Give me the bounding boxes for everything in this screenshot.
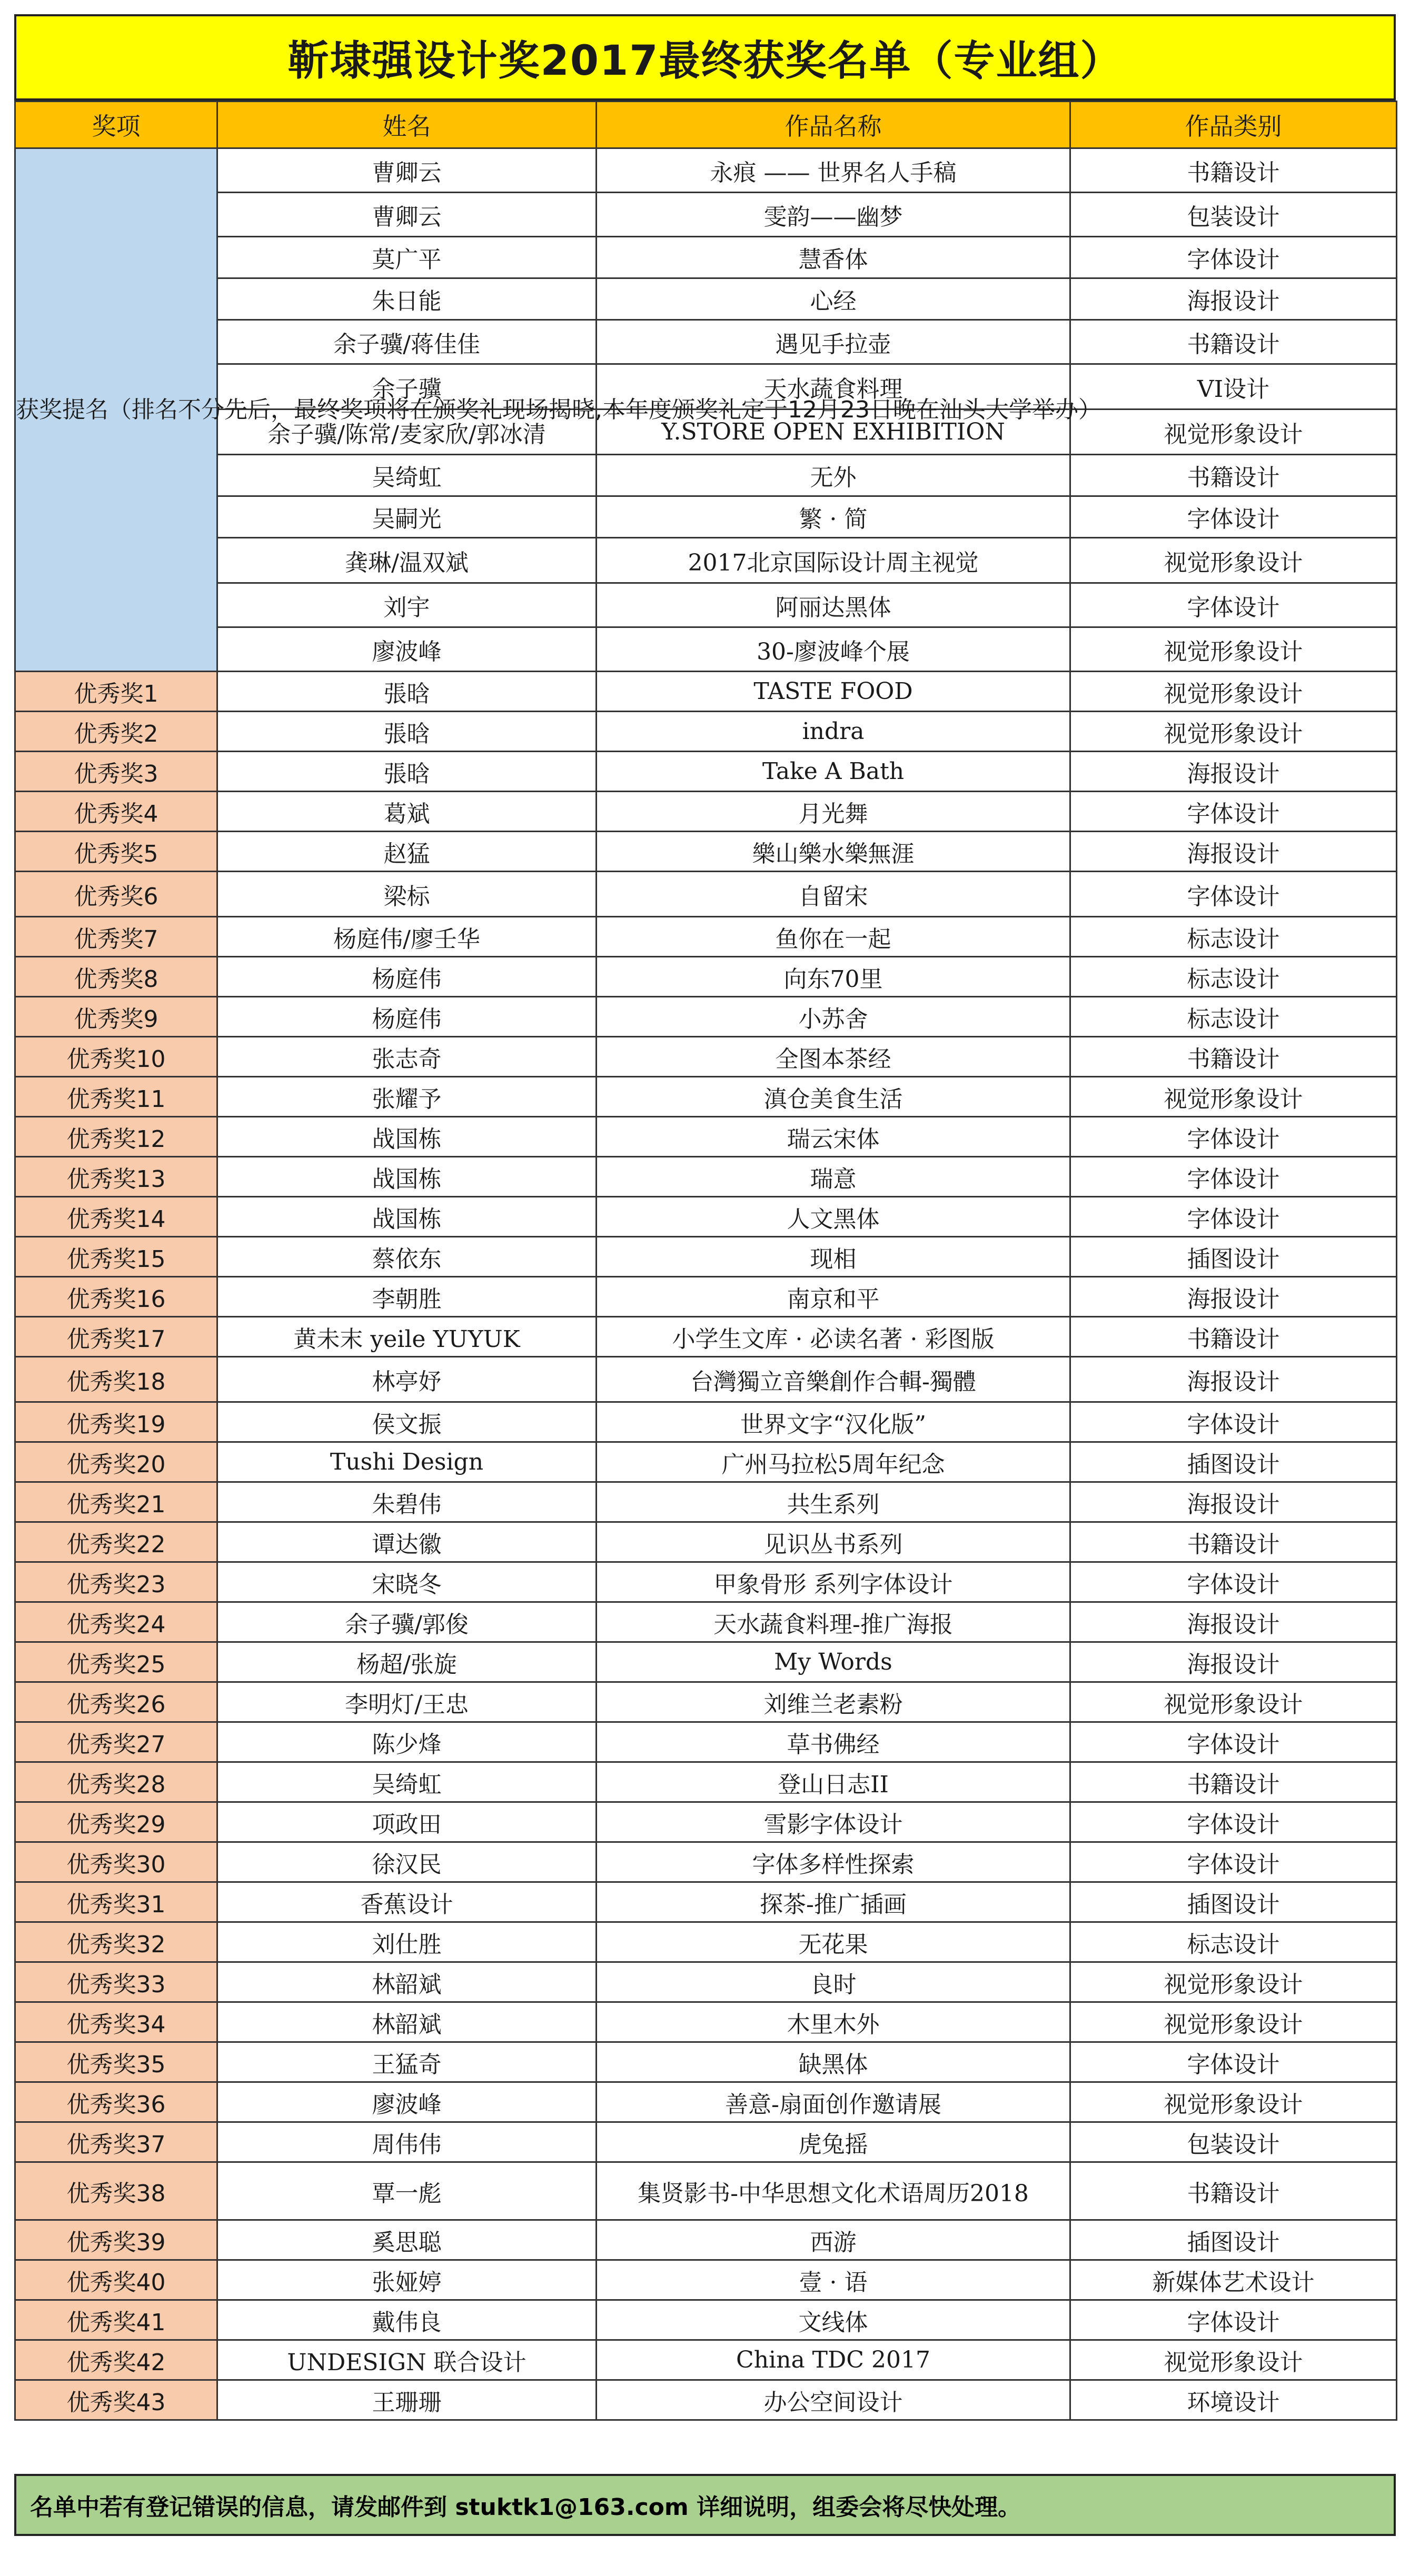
designer-name: 吴绮虹 bbox=[217, 1762, 597, 1802]
designer-name: 王猛奇 bbox=[217, 2042, 597, 2082]
work-title: 虎兔摇 bbox=[597, 2122, 1070, 2162]
work-category: 书籍设计 bbox=[1070, 1317, 1397, 1357]
table-row bbox=[15, 1962, 1397, 2002]
work-category: 字体设计 bbox=[1070, 496, 1397, 538]
designer-name: 張晗 bbox=[217, 712, 597, 752]
work-category: 字体设计 bbox=[1070, 1842, 1397, 1882]
designer-name: 曹卿云 bbox=[217, 148, 597, 193]
table-row bbox=[15, 1762, 1397, 1802]
work-category: 书籍设计 bbox=[1070, 455, 1397, 496]
table-row bbox=[15, 1277, 1397, 1317]
award-label: 优秀奖13 bbox=[15, 1157, 217, 1197]
designer-name: 張晗 bbox=[217, 672, 597, 712]
work-category: 标志设计 bbox=[1070, 917, 1397, 957]
table-row bbox=[15, 1922, 1397, 1962]
work-title: 阿丽达黑体 bbox=[597, 583, 1070, 627]
work-title: 办公空间设计 bbox=[597, 2380, 1070, 2420]
designer-name: 朱碧伟 bbox=[217, 1482, 597, 1522]
work-title: 人文黑体 bbox=[597, 1197, 1070, 1237]
work-category: 插图设计 bbox=[1070, 1882, 1397, 1922]
work-category: 书籍设计 bbox=[1070, 1037, 1397, 1077]
award-label: 优秀奖4 bbox=[15, 792, 217, 832]
table-row bbox=[15, 2002, 1397, 2042]
work-category: 海报设计 bbox=[1070, 1277, 1397, 1317]
award-label: 优秀奖31 bbox=[15, 1882, 217, 1922]
designer-name: 侯文振 bbox=[217, 1402, 597, 1442]
work-category: 海报设计 bbox=[1070, 278, 1397, 320]
work-title: 无外 bbox=[597, 455, 1070, 496]
work-category: 海报设计 bbox=[1070, 1642, 1397, 1682]
work-title: My Words bbox=[597, 1642, 1070, 1682]
award-label: 优秀奖7 bbox=[15, 917, 217, 957]
table-row bbox=[15, 1037, 1397, 1077]
designer-name: 战国栋 bbox=[217, 1117, 597, 1157]
award-table bbox=[14, 101, 1397, 2421]
award-label: 优秀奖6 bbox=[15, 872, 217, 917]
work-title: 樂山樂水樂無涯 bbox=[597, 832, 1070, 872]
work-title: 南京和平 bbox=[597, 1277, 1070, 1317]
work-category: 包装设计 bbox=[1070, 193, 1397, 237]
designer-name: 曹卿云 bbox=[217, 193, 597, 237]
work-category: 书籍设计 bbox=[1070, 1762, 1397, 1802]
work-title: 木里木外 bbox=[597, 2002, 1070, 2042]
designer-name: 杨庭伟 bbox=[217, 957, 597, 997]
work-title: 天水蔬食料理 bbox=[597, 364, 1070, 410]
work-title: Take A Bath bbox=[597, 752, 1070, 792]
designer-name: 宋晓冬 bbox=[217, 1562, 597, 1602]
award-label: 优秀奖18 bbox=[15, 1357, 217, 1402]
award-label: 优秀奖30 bbox=[15, 1842, 217, 1882]
table-row bbox=[15, 627, 1397, 672]
work-title: 台灣獨立音樂創作合輯-獨體 bbox=[597, 1357, 1070, 1402]
work-title: 世界文字“汉化版” bbox=[597, 1402, 1070, 1442]
work-category: 字体设计 bbox=[1070, 1117, 1397, 1157]
work-category: VI设计 bbox=[1070, 364, 1397, 410]
header-award: 奖项 bbox=[15, 102, 217, 148]
header-work: 作品名称 bbox=[597, 102, 1070, 148]
designer-name: 项政田 bbox=[217, 1802, 597, 1842]
award-label: 优秀奖19 bbox=[15, 1402, 217, 1442]
award-label: 优秀奖34 bbox=[15, 2002, 217, 2042]
designer-name: 廖波峰 bbox=[217, 2082, 597, 2122]
work-category: 视觉形象设计 bbox=[1070, 1682, 1397, 1722]
work-title: 雪影字体设计 bbox=[597, 1802, 1070, 1842]
designer-name: 刘宇 bbox=[217, 583, 597, 627]
designer-name: 葛斌 bbox=[217, 792, 597, 832]
award-label: 优秀奖42 bbox=[15, 2340, 217, 2380]
work-category: 书籍设计 bbox=[1070, 2162, 1397, 2220]
work-title: 壹 · 语 bbox=[597, 2260, 1070, 2300]
award-label: 优秀奖11 bbox=[15, 1077, 217, 1117]
work-title: 永痕 —— 世界名人手稿 bbox=[597, 148, 1070, 193]
designer-name: 朱日能 bbox=[217, 278, 597, 320]
nominee-label: 获奖提名（排名不分先后，最终奖项将在颁奖礼现场揭晓,本年度颁奖礼定于12月23日晚在汕头大学举办） bbox=[15, 148, 217, 672]
work-category: 标志设计 bbox=[1070, 957, 1397, 997]
work-title: 2017北京国际设计周主视觉 bbox=[597, 538, 1070, 583]
table-row bbox=[15, 1522, 1397, 1562]
designer-name: 林亭妤 bbox=[217, 1357, 597, 1402]
designer-name: 赵猛 bbox=[217, 832, 597, 872]
designer-name: 余子骥/蒋佳佳 bbox=[217, 320, 597, 364]
work-title: 慧香体 bbox=[597, 237, 1070, 278]
table-row bbox=[15, 792, 1397, 832]
work-title: China TDC 2017 bbox=[597, 2340, 1070, 2380]
table-row bbox=[15, 148, 1397, 193]
award-label: 优秀奖10 bbox=[15, 1037, 217, 1077]
work-category: 字体设计 bbox=[1070, 1157, 1397, 1197]
work-category: 字体设计 bbox=[1070, 2042, 1397, 2082]
designer-name: 吴嗣光 bbox=[217, 496, 597, 538]
work-category: 海报设计 bbox=[1070, 1482, 1397, 1522]
award-label: 优秀奖24 bbox=[15, 1602, 217, 1642]
designer-name: 刘仕胜 bbox=[217, 1922, 597, 1962]
work-category: 字体设计 bbox=[1070, 237, 1397, 278]
work-category: 视觉形象设计 bbox=[1070, 410, 1397, 455]
award-label: 优秀奖1 bbox=[15, 672, 217, 712]
table-row bbox=[15, 1117, 1397, 1157]
award-label: 优秀奖38 bbox=[15, 2162, 217, 2220]
designer-name: 陈少烽 bbox=[217, 1722, 597, 1762]
work-title: 鱼你在一起 bbox=[597, 917, 1070, 957]
work-title: 雯韵——幽梦 bbox=[597, 193, 1070, 237]
header-name: 姓名 bbox=[217, 102, 597, 148]
award-label: 优秀奖32 bbox=[15, 1922, 217, 1962]
table-row bbox=[15, 1357, 1397, 1402]
designer-name: 張晗 bbox=[217, 752, 597, 792]
work-title: 缺黑体 bbox=[597, 2042, 1070, 2082]
award-label: 优秀奖23 bbox=[15, 1562, 217, 1602]
work-title: 小苏舍 bbox=[597, 997, 1070, 1037]
designer-name: 蔡依东 bbox=[217, 1237, 597, 1277]
work-category: 字体设计 bbox=[1070, 792, 1397, 832]
table-body bbox=[15, 148, 1397, 2420]
designer-name: 奚思聪 bbox=[217, 2220, 597, 2260]
award-label: 优秀奖40 bbox=[15, 2260, 217, 2300]
work-title: TASTE FOOD bbox=[597, 672, 1070, 712]
designer-name: Tushi Design bbox=[217, 1442, 597, 1482]
table-row bbox=[15, 237, 1397, 278]
table-row bbox=[15, 583, 1397, 627]
footer-note: 名单中若有登记错误的信息，请发邮件到 stuktk1@163.com 详细说明，组委会将尽快处理。 bbox=[14, 2474, 1396, 2536]
table-row bbox=[15, 496, 1397, 538]
designer-name: 覃一彪 bbox=[217, 2162, 597, 2220]
work-category: 书籍设计 bbox=[1070, 320, 1397, 364]
header-category: 作品类别 bbox=[1070, 102, 1397, 148]
work-category: 海报设计 bbox=[1070, 1602, 1397, 1642]
work-title: 善意-扇面创作邀请展 bbox=[597, 2082, 1070, 2122]
work-title: 小学生文库 · 必读名著 · 彩图版 bbox=[597, 1317, 1070, 1357]
work-category: 视觉形象设计 bbox=[1070, 2082, 1397, 2122]
table-row bbox=[15, 832, 1397, 872]
table-row bbox=[15, 957, 1397, 997]
page-title: 靳埭强设计奖2017最终获奖名单（专业组） bbox=[14, 14, 1396, 101]
work-title: 瑞云宋体 bbox=[597, 1117, 1070, 1157]
designer-name: 徐汉民 bbox=[217, 1842, 597, 1882]
work-category: 书籍设计 bbox=[1070, 148, 1397, 193]
table-row bbox=[15, 872, 1397, 917]
table-row bbox=[15, 1802, 1397, 1842]
table-row bbox=[15, 1602, 1397, 1642]
work-category: 标志设计 bbox=[1070, 1922, 1397, 1962]
award-label: 优秀奖37 bbox=[15, 2122, 217, 2162]
designer-name: 张娅婷 bbox=[217, 2260, 597, 2300]
work-title: indra bbox=[597, 712, 1070, 752]
table-row bbox=[15, 2122, 1397, 2162]
award-label: 优秀奖14 bbox=[15, 1197, 217, 1237]
work-title: 自留宋 bbox=[597, 872, 1070, 917]
award-label: 优秀奖43 bbox=[15, 2380, 217, 2420]
work-title: Y.STORE OPEN EXHIBITION bbox=[597, 410, 1070, 455]
work-title: 字体多样性探索 bbox=[597, 1842, 1070, 1882]
table-header-row bbox=[15, 102, 1397, 148]
work-category: 视觉形象设计 bbox=[1070, 672, 1397, 712]
work-category: 字体设计 bbox=[1070, 1722, 1397, 1762]
work-category: 视觉形象设计 bbox=[1070, 2340, 1397, 2380]
table-row bbox=[15, 320, 1397, 364]
award-label: 优秀奖35 bbox=[15, 2042, 217, 2082]
designer-name: 谭达徽 bbox=[217, 1522, 597, 1562]
table-row bbox=[15, 917, 1397, 957]
designer-name: 周伟伟 bbox=[217, 2122, 597, 2162]
work-title: 集贤影书-中华思想文化术语周历2018 bbox=[597, 2162, 1070, 2220]
award-label: 优秀奖41 bbox=[15, 2300, 217, 2340]
designer-name: 林韶斌 bbox=[217, 2002, 597, 2042]
designer-name: 战国栋 bbox=[217, 1157, 597, 1197]
work-category: 字体设计 bbox=[1070, 1197, 1397, 1237]
award-label: 优秀奖3 bbox=[15, 752, 217, 792]
table-row bbox=[15, 712, 1397, 752]
award-label: 优秀奖16 bbox=[15, 1277, 217, 1317]
table-row bbox=[15, 1077, 1397, 1117]
table-row bbox=[15, 1157, 1397, 1197]
designer-name: 廖波峰 bbox=[217, 627, 597, 672]
award-label: 优秀奖5 bbox=[15, 832, 217, 872]
work-title: 共生系列 bbox=[597, 1482, 1070, 1522]
work-category: 包装设计 bbox=[1070, 2122, 1397, 2162]
award-label: 优秀奖9 bbox=[15, 997, 217, 1037]
table-row bbox=[15, 1482, 1397, 1522]
designer-name: 张志奇 bbox=[217, 1037, 597, 1077]
designer-name: 张耀予 bbox=[217, 1077, 597, 1117]
work-category: 字体设计 bbox=[1070, 872, 1397, 917]
designer-name: UNDESIGN 联合设计 bbox=[217, 2340, 597, 2380]
designer-name: 龚琳/温双斌 bbox=[217, 538, 597, 583]
designer-name: 黄未末 yeile YUYUK bbox=[217, 1317, 597, 1357]
work-title: 遇见手拉壶 bbox=[597, 320, 1070, 364]
award-label: 优秀奖2 bbox=[15, 712, 217, 752]
work-category: 字体设计 bbox=[1070, 1802, 1397, 1842]
designer-name: 余子骥/郭俊 bbox=[217, 1602, 597, 1642]
award-sheet bbox=[14, 14, 1396, 2421]
work-title: 良时 bbox=[597, 1962, 1070, 2002]
table-row bbox=[15, 2260, 1397, 2300]
work-category: 视觉形象设计 bbox=[1070, 712, 1397, 752]
work-title: 心经 bbox=[597, 278, 1070, 320]
table-row bbox=[15, 2220, 1397, 2260]
table-row bbox=[15, 2042, 1397, 2082]
award-label: 优秀奖39 bbox=[15, 2220, 217, 2260]
designer-name: 杨超/张旋 bbox=[217, 1642, 597, 1682]
table-row bbox=[15, 752, 1397, 792]
work-title: 天水蔬食料理-推广海报 bbox=[597, 1602, 1070, 1642]
work-title: 刘维兰老素粉 bbox=[597, 1682, 1070, 1722]
work-category: 插图设计 bbox=[1070, 1442, 1397, 1482]
designer-name: 莫广平 bbox=[217, 237, 597, 278]
table-row bbox=[15, 2380, 1397, 2420]
work-title: 月光舞 bbox=[597, 792, 1070, 832]
designer-name: 香蕉设计 bbox=[217, 1882, 597, 1922]
work-category: 插图设计 bbox=[1070, 1237, 1397, 1277]
work-category: 插图设计 bbox=[1070, 2220, 1397, 2260]
work-category: 视觉形象设计 bbox=[1070, 1077, 1397, 1117]
award-label: 优秀奖15 bbox=[15, 1237, 217, 1277]
table-row bbox=[15, 1682, 1397, 1722]
designer-name: 吴绮虹 bbox=[217, 455, 597, 496]
work-title: 瑞意 bbox=[597, 1157, 1070, 1197]
work-category: 字体设计 bbox=[1070, 583, 1397, 627]
table-row bbox=[15, 2082, 1397, 2122]
table-row bbox=[15, 2162, 1397, 2220]
work-title: 广州马拉松5周年纪念 bbox=[597, 1442, 1070, 1482]
table-row bbox=[15, 538, 1397, 583]
work-title: 滇仓美食生活 bbox=[597, 1077, 1070, 1117]
work-title: 向东70里 bbox=[597, 957, 1070, 997]
award-label: 优秀奖33 bbox=[15, 1962, 217, 2002]
work-category: 环境设计 bbox=[1070, 2380, 1397, 2420]
work-category: 海报设计 bbox=[1070, 1357, 1397, 1402]
designer-name: 余子骥/陈常/麦家欣/郭冰清 bbox=[217, 410, 597, 455]
work-title: 现相 bbox=[597, 1237, 1070, 1277]
work-category: 新媒体艺术设计 bbox=[1070, 2260, 1397, 2300]
table-row bbox=[15, 1642, 1397, 1682]
table-row bbox=[15, 1442, 1397, 1482]
work-title: 见识丛书系列 bbox=[597, 1522, 1070, 1562]
table-row bbox=[15, 1882, 1397, 1922]
work-category: 字体设计 bbox=[1070, 1402, 1397, 1442]
designer-name: 王珊珊 bbox=[217, 2380, 597, 2420]
designer-name: 战国栋 bbox=[217, 1197, 597, 1237]
designer-name: 戴伟良 bbox=[217, 2300, 597, 2340]
designer-name: 梁标 bbox=[217, 872, 597, 917]
work-title: 草书佛经 bbox=[597, 1722, 1070, 1762]
table-row bbox=[15, 2300, 1397, 2340]
designer-name: 杨庭伟 bbox=[217, 997, 597, 1037]
work-category: 海报设计 bbox=[1070, 752, 1397, 792]
work-category: 视觉形象设计 bbox=[1070, 538, 1397, 583]
table-row bbox=[15, 1842, 1397, 1882]
table-row bbox=[15, 1317, 1397, 1357]
award-label: 优秀奖17 bbox=[15, 1317, 217, 1357]
award-label: 优秀奖21 bbox=[15, 1482, 217, 1522]
work-category: 字体设计 bbox=[1070, 2300, 1397, 2340]
table-row bbox=[15, 672, 1397, 712]
award-label: 优秀奖8 bbox=[15, 957, 217, 997]
designer-name: 余子骥 bbox=[217, 364, 597, 410]
table-row bbox=[15, 278, 1397, 320]
work-category: 视觉形象设计 bbox=[1070, 1962, 1397, 2002]
table-row bbox=[15, 1402, 1397, 1442]
table-row bbox=[15, 1197, 1397, 1237]
award-label: 优秀奖12 bbox=[15, 1117, 217, 1157]
table-row bbox=[15, 1562, 1397, 1602]
designer-name: 李明灯/王忠 bbox=[217, 1682, 597, 1722]
table-row bbox=[15, 193, 1397, 237]
work-category: 海报设计 bbox=[1070, 832, 1397, 872]
award-label: 优秀奖20 bbox=[15, 1442, 217, 1482]
work-title: 30-廖波峰个展 bbox=[597, 627, 1070, 672]
designer-name: 林韶斌 bbox=[217, 1962, 597, 2002]
work-title: 无花果 bbox=[597, 1922, 1070, 1962]
work-category: 书籍设计 bbox=[1070, 1522, 1397, 1562]
work-title: 全图本茶经 bbox=[597, 1037, 1070, 1077]
work-title: 文线体 bbox=[597, 2300, 1070, 2340]
work-category: 标志设计 bbox=[1070, 997, 1397, 1037]
table-row bbox=[15, 455, 1397, 496]
award-label: 优秀奖26 bbox=[15, 1682, 217, 1722]
work-title: 探茶-推广插画 bbox=[597, 1882, 1070, 1922]
work-category: 字体设计 bbox=[1070, 1562, 1397, 1602]
work-title: 登山日志II bbox=[597, 1762, 1070, 1802]
award-label: 优秀奖25 bbox=[15, 1642, 217, 1682]
award-label: 优秀奖29 bbox=[15, 1802, 217, 1842]
table-row bbox=[15, 1237, 1397, 1277]
table-row bbox=[15, 2340, 1397, 2380]
designer-name: 杨庭伟/廖壬华 bbox=[217, 917, 597, 957]
work-title: 西游 bbox=[597, 2220, 1070, 2260]
work-category: 视觉形象设计 bbox=[1070, 627, 1397, 672]
work-category: 视觉形象设计 bbox=[1070, 2002, 1397, 2042]
award-label: 优秀奖36 bbox=[15, 2082, 217, 2122]
designer-name: 李朝胜 bbox=[217, 1277, 597, 1317]
award-label: 优秀奖22 bbox=[15, 1522, 217, 1562]
table-row bbox=[15, 1722, 1397, 1762]
work-title: 甲象骨形 系列字体设计 bbox=[597, 1562, 1070, 1602]
award-label: 优秀奖28 bbox=[15, 1762, 217, 1802]
work-title: 繁 · 简 bbox=[597, 496, 1070, 538]
award-label: 优秀奖27 bbox=[15, 1722, 217, 1762]
table-row bbox=[15, 997, 1397, 1037]
